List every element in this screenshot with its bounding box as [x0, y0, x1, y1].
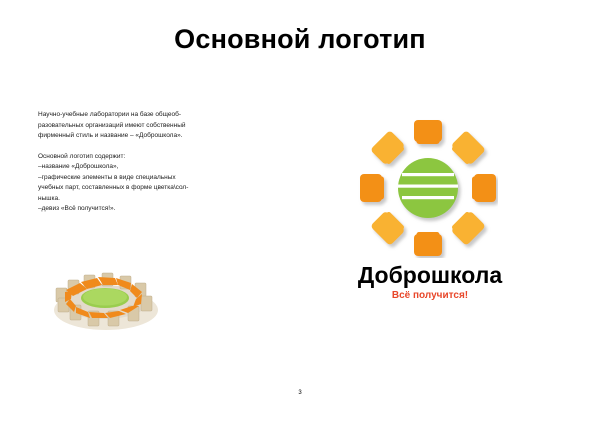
page-title: Основной логотип [174, 24, 426, 54]
paragraph-2-line-6: –девиз «Всё получится!». [38, 205, 116, 212]
paragraph-2-line-1: Основной логотип содержит: [38, 152, 126, 160]
paragraph-1-line-1: Научно-учебные лаборатории на базе общеоб- [38, 111, 182, 118]
logo-block [330, 118, 530, 313]
body-text [38, 110, 248, 215]
paragraph-spacer [38, 142, 248, 152]
paragraph-2-line-5: нышка. [38, 194, 60, 202]
paragraph-1-line-3: фирменный стиль и название – «Доброшкола». [38, 132, 183, 139]
paragraph-2-line-3: –графические элементы в виде специальных [38, 173, 176, 181]
paragraph-2-line-4: учебных парт, составленных в форме цветка\сол- [38, 184, 189, 191]
classroom-desks-photo [40, 258, 170, 333]
logo-slogan: Всё получится! [391, 290, 469, 301]
dobroshkola-rosette-icon [358, 118, 498, 258]
paragraph-2-line-2: –название «Доброшкола», [38, 163, 119, 170]
logo-wordmark: Доброшкола [357, 262, 503, 288]
paragraph-1-line-2: разовательных организаций имеют собственный [38, 121, 186, 129]
page-number: 3 [298, 390, 302, 396]
